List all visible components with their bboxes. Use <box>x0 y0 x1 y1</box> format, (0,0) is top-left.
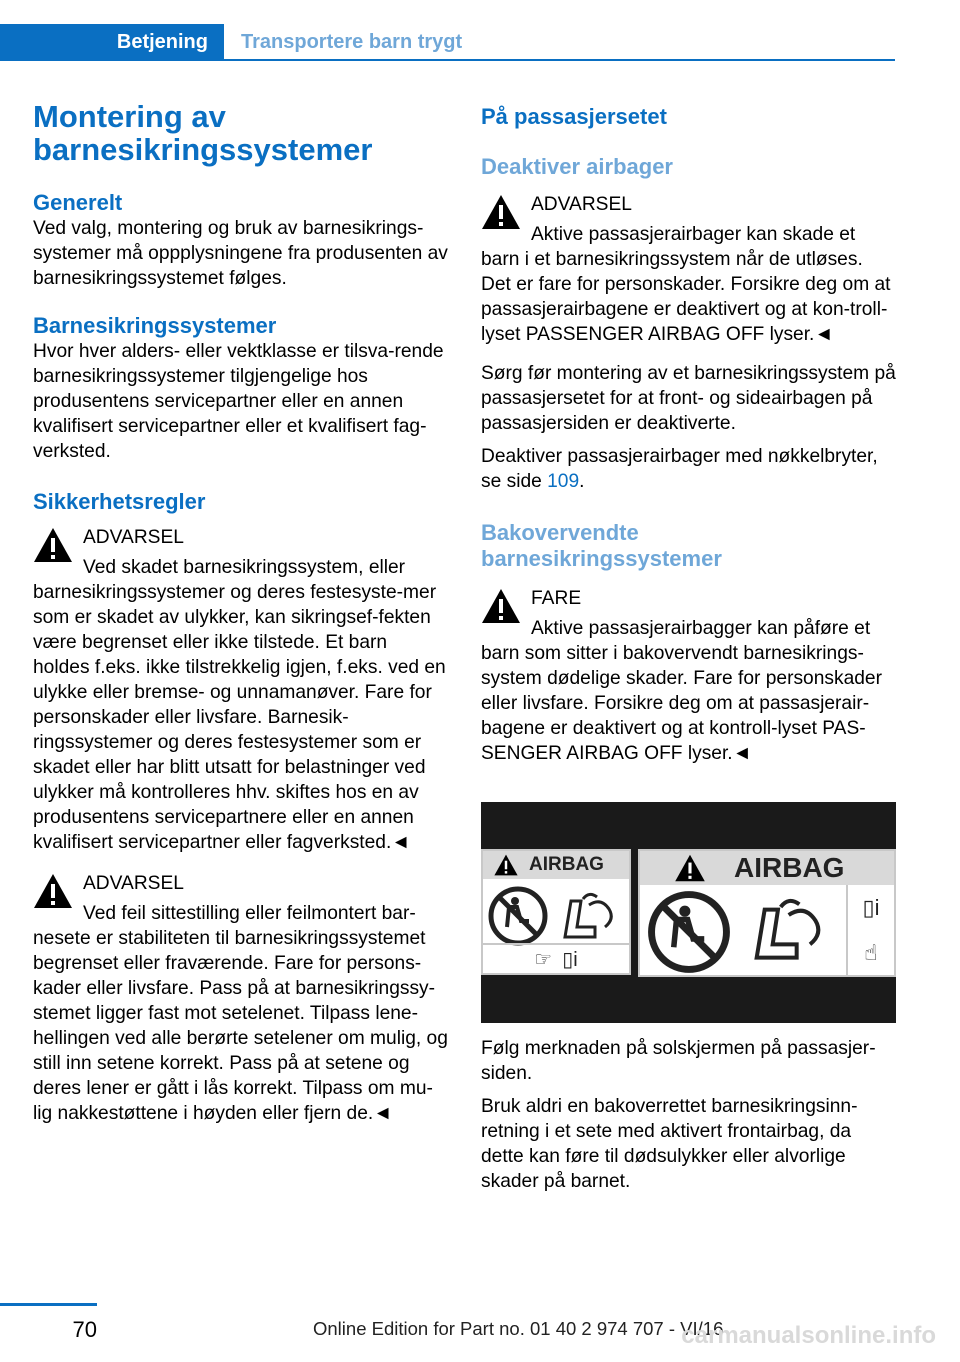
text-deaktiver <box>481 444 896 494</box>
warning-label: FARE <box>531 588 582 609</box>
warning-triangle-icon <box>674 854 706 882</box>
warning-first-line: Aktive passasjerairbagger kan påføre et <box>531 618 871 639</box>
warning-block-3 <box>481 192 896 347</box>
seat-airbag-icon <box>555 887 625 947</box>
header-divider <box>0 59 895 61</box>
page-link-109[interactable]: 109 <box>547 471 580 492</box>
heading-barnesikringssystemer: Barnesikringssystemer <box>33 313 277 338</box>
warning-triangle-icon <box>481 588 521 624</box>
warning-triangle-icon <box>33 873 73 909</box>
warning-first-line: Ved skadet barnesikringssystem, eller <box>83 557 406 578</box>
left-column <box>33 100 448 1126</box>
warning-first-line: Aktive passasjerairbager kan skade et <box>531 224 856 245</box>
airbag-label-small-text: AIRBAG <box>529 854 604 875</box>
warning-text: barn i et barnesikringssystem når de utløses. Det er fare for personskader. Forsikre deg om at passasjerairbagene er deaktivert og at kon-troll-lyset PASSENGER AIRBAG OFF lyser.◄ <box>481 249 891 345</box>
text-bakoverrettet: Bruk aldri en bakoverrettet barnesikringsinn-retning i et sete med aktivert frontairbag, da dette kan føre til dødsulykker eller alvorlige skader på barnet. <box>481 1096 858 1192</box>
warning-first-line: Ved feil sittestilling eller feilmontert bar- <box>83 903 416 924</box>
book-info-icon: ▯i <box>862 894 880 920</box>
page-title: Montering av barnesikringssystemer <box>33 99 373 167</box>
warning-text: nesete er stabiliteten til barnesikringssystemet begrenset eller fraværende. Fare for persons-kader eller livsfare. Pass på at barnesikringssy-stemet ligger fast mot setelenet. Tilpass lene-hellingen ved alle berørte setelener om mulig, og still inn setene korrekt. Pass på at setene og deres lener er gått i lås korrekt. Tilpass om mu-lig nakkestøttene i høyden eller fjern de.◄ <box>33 928 448 1124</box>
footer-accent-bar <box>0 1303 97 1306</box>
warning-label: ADVARSEL <box>531 194 632 215</box>
warning-text: barn som sitter i bakovervendt barnesikrings-system dødelige skader. Fare for personskader eller livsfare. Forsikre deg om at passasjerair-bagene er deaktivert og at kontroll-lyset PAS-SENGER AIRBAG OFF lyser.◄ <box>481 643 882 764</box>
warning-block-2 <box>33 871 448 1126</box>
no-child-seat-icon <box>646 889 732 975</box>
airbag-label-large <box>638 849 896 977</box>
warning-label: ADVARSEL <box>83 873 184 894</box>
airbag-label-small-footer <box>483 943 629 973</box>
text-montering: Sørg før montering av et barnesikringssystem på passasjersetet for at front- og sideairbagen på passasjersiden er deaktiverte. <box>481 363 896 434</box>
warning-triangle-icon <box>493 854 519 876</box>
page-number: 70 <box>72 1317 97 1342</box>
airbag-label-large-text: AIRBAG <box>734 852 845 883</box>
heading-sikkerhetsregler: Sikkerhetsregler <box>33 489 206 514</box>
pointing-hand-icon: ☞ <box>534 948 553 971</box>
warning-block-1 <box>33 525 448 855</box>
heading-pa-passasjersetet: På passasjersetet <box>481 104 667 129</box>
book-info-icon: ▯i <box>562 948 578 971</box>
airbag-label-small <box>481 849 631 975</box>
airbag-label-small-header <box>483 851 629 879</box>
tab-betjening[interactable]: Betjening <box>0 24 224 61</box>
airbag-label-photo <box>481 802 896 1023</box>
right-column <box>481 100 896 1194</box>
heading-deaktiver-airbager: Deaktiver airbager <box>481 154 673 179</box>
heading-bakovervendte: Bakovervendte barnesikringssystemer <box>481 520 722 571</box>
warning-text: barnesikringssystemer og deres festesyste-mer som er skadet av ulykker, kan sikringsef-fekten være begrenset eller ikke tilstede. Et barn holdes f.eks. ikke tilstrekkelig igjen, f.eks. ved en ulykke eller bremse- og unnamanøver. Fare for personskader eller livsfare. Barnesik-ringssystemer og deres festesystemer som er skadet eller har blitt utsatt for belastninger ved ulykker må kontrolleres hhv. skiftes hos en av produsentens servicepartnere eller en annen kvalifisert servicepartner eller fagverksted.◄ <box>33 582 446 853</box>
warning-block-4 <box>481 586 896 766</box>
pointing-hand-icon: ☝ <box>864 939 878 965</box>
tab-transportere-barn-trygt[interactable]: Transportere barn trygt <box>241 31 463 53</box>
header-bar <box>0 0 895 62</box>
seat-airbag-icon <box>740 891 840 971</box>
warning-label: ADVARSEL <box>83 527 184 548</box>
text-deaktiver-a: Deaktiver passasjerairbager med nøkkelbryter, se side <box>481 446 878 492</box>
text-deaktiver-b: . <box>579 471 585 492</box>
edition-note: Online Edition for Part no. 01 40 2 974 707 - VI/16 <box>313 1318 724 1339</box>
airbag-label-large-header <box>640 851 894 885</box>
heading-generelt: Generelt <box>33 190 123 215</box>
text-generelt: Ved valg, montering og bruk av barnesikrings-systemer må oppplysningene fra produsenten av barnesikringssystemet følges. <box>33 218 448 289</box>
warning-triangle-icon <box>33 527 73 563</box>
watermark: carmanualsonline.info <box>681 1322 936 1349</box>
airbag-label-large-side <box>846 885 894 975</box>
warning-triangle-icon <box>481 194 521 230</box>
no-child-seat-icon <box>487 885 549 947</box>
text-barnesikringssystemer: Hvor hver alders- eller vektklasse er tilsva-rende barnesikringssystemer tilgjengelige hos produsentens servicepartner eller en annen kvalifisert servicepartner eller et kvalifisert fag-verksted. <box>33 341 444 462</box>
text-solskjerm: Følg merknaden på solskjermen på passasjer-siden. <box>481 1038 876 1084</box>
